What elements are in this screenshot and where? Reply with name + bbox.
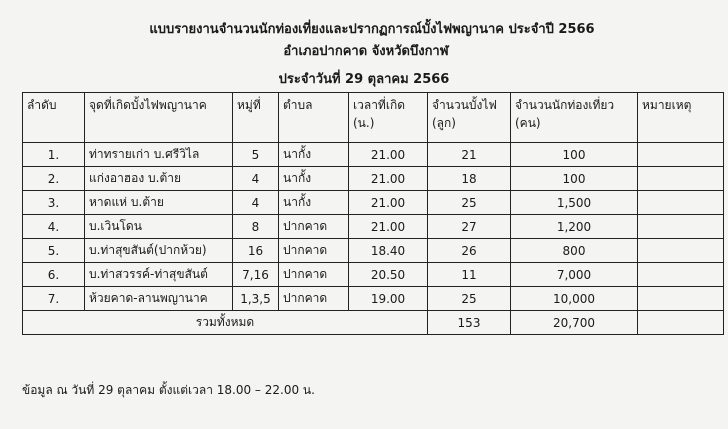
cell-no: 5. [23,239,85,263]
cell-tambon: ปากคาด [279,263,349,287]
table-row [23,263,724,287]
cell-tourists: 10,000 [511,287,638,311]
cell-fireballs: 11 [428,263,511,287]
cell-tambon: ปากคาด [279,239,349,263]
cell-moo: 5 [233,143,279,167]
cell-tourists: 7,000 [511,263,638,287]
cell-location: หาดแห่ บ.ต้าย [85,191,233,215]
cell-remarks [638,263,724,287]
cell-time: 18.40 [349,239,428,263]
report-table [22,92,724,335]
cell-no: 6. [23,263,85,287]
cell-moo: 4 [233,191,279,215]
cell-time: 21.00 [349,167,428,191]
cell-fireballs: 18 [428,167,511,191]
cell-moo: 4 [233,167,279,191]
cell-tourists: 1,200 [511,215,638,239]
cell-time: 19.00 [349,287,428,311]
total-tourists: 20,700 [511,311,638,335]
cell-location: บ.เวินโดน [85,215,233,239]
cell-moo: 16 [233,239,279,263]
header-fireballs: จำนวนบั้งไฟ (ลูก) [428,93,511,143]
cell-remarks [638,167,724,191]
header-moo: หมู่ที่ [233,93,279,143]
cell-fireballs: 25 [428,287,511,311]
cell-location: ห้วยคาด-ลานพญานาค [85,287,233,311]
cell-tambon: ปากคาด [279,287,349,311]
cell-location: บ.ท่าสวรรค์-ท่าสุขสันต์ [85,263,233,287]
total-row [23,311,724,335]
report-district: อำเภอปากคาด จังหวัดบึงกาฬ [283,44,449,59]
total-fireballs: 153 [428,311,511,335]
cell-location: บ.ท่าสุขสันต์(ปากห้วย) [85,239,233,263]
total-remarks [638,311,724,335]
cell-time: 21.00 [349,191,428,215]
cell-fireballs: 25 [428,191,511,215]
cell-fireballs: 26 [428,239,511,263]
table-row [23,215,724,239]
cell-tambon: นากั้ง [279,191,349,215]
table-row [23,143,724,167]
table-header-row [23,93,724,143]
cell-remarks [638,191,724,215]
cell-remarks [638,239,724,263]
cell-no: 1. [23,143,85,167]
total-label: รวมทั้งหมด [23,311,428,335]
cell-tourists: 800 [511,239,638,263]
header-tourists: จำนวนนักท่องเที่ยว (คน) [511,93,638,143]
cell-fireballs: 27 [428,215,511,239]
cell-moo: 1,3,5 [233,287,279,311]
cell-location: ท่าทรายเก่า บ.ศรีวิไล [85,143,233,167]
cell-location: แก่งอาฮอง บ.ต้าย [85,167,233,191]
cell-no: 4. [23,215,85,239]
table-row [23,167,724,191]
header-remarks: หมายเหตุ [638,93,724,143]
cell-time: 20.50 [349,263,428,287]
header-time: เวลาที่เกิด (น.) [349,93,428,143]
cell-moo: 8 [233,215,279,239]
header-no: ลำดับ [23,93,85,143]
table-row [23,239,724,263]
cell-tourists: 100 [511,143,638,167]
cell-tourists: 100 [511,167,638,191]
cell-remarks [638,287,724,311]
cell-fireballs: 21 [428,143,511,167]
cell-time: 21.00 [349,215,428,239]
table-row [23,287,724,311]
data-footnote: ข้อมูล ณ วันที่ 29 ตุลาคม ตั้งแต่เวลา 18.00 – 22.00 น. [22,383,315,397]
cell-no: 2. [23,167,85,191]
report-title: แบบรายงานจำนวนนักท่องเที่ยงและปรากฏการณ์บั้งไฟพญานาค ประจำปี 2566 [149,22,595,37]
header-tambon: ตำบล [279,93,349,143]
cell-moo: 7,16 [233,263,279,287]
cell-no: 7. [23,287,85,311]
cell-remarks [638,143,724,167]
cell-tambon: นากั้ง [279,167,349,191]
cell-remarks [638,215,724,239]
cell-tambon: นากั้ง [279,143,349,167]
header-location: จุดที่เกิดบั้งไฟพญานาค [85,93,233,143]
cell-time: 21.00 [349,143,428,167]
table-row [23,191,724,215]
cell-tambon: ปากคาด [279,215,349,239]
cell-tourists: 1,500 [511,191,638,215]
cell-no: 3. [23,191,85,215]
report-date: ประจำวันที่ 29 ตุลาคม 2566 [278,72,450,87]
